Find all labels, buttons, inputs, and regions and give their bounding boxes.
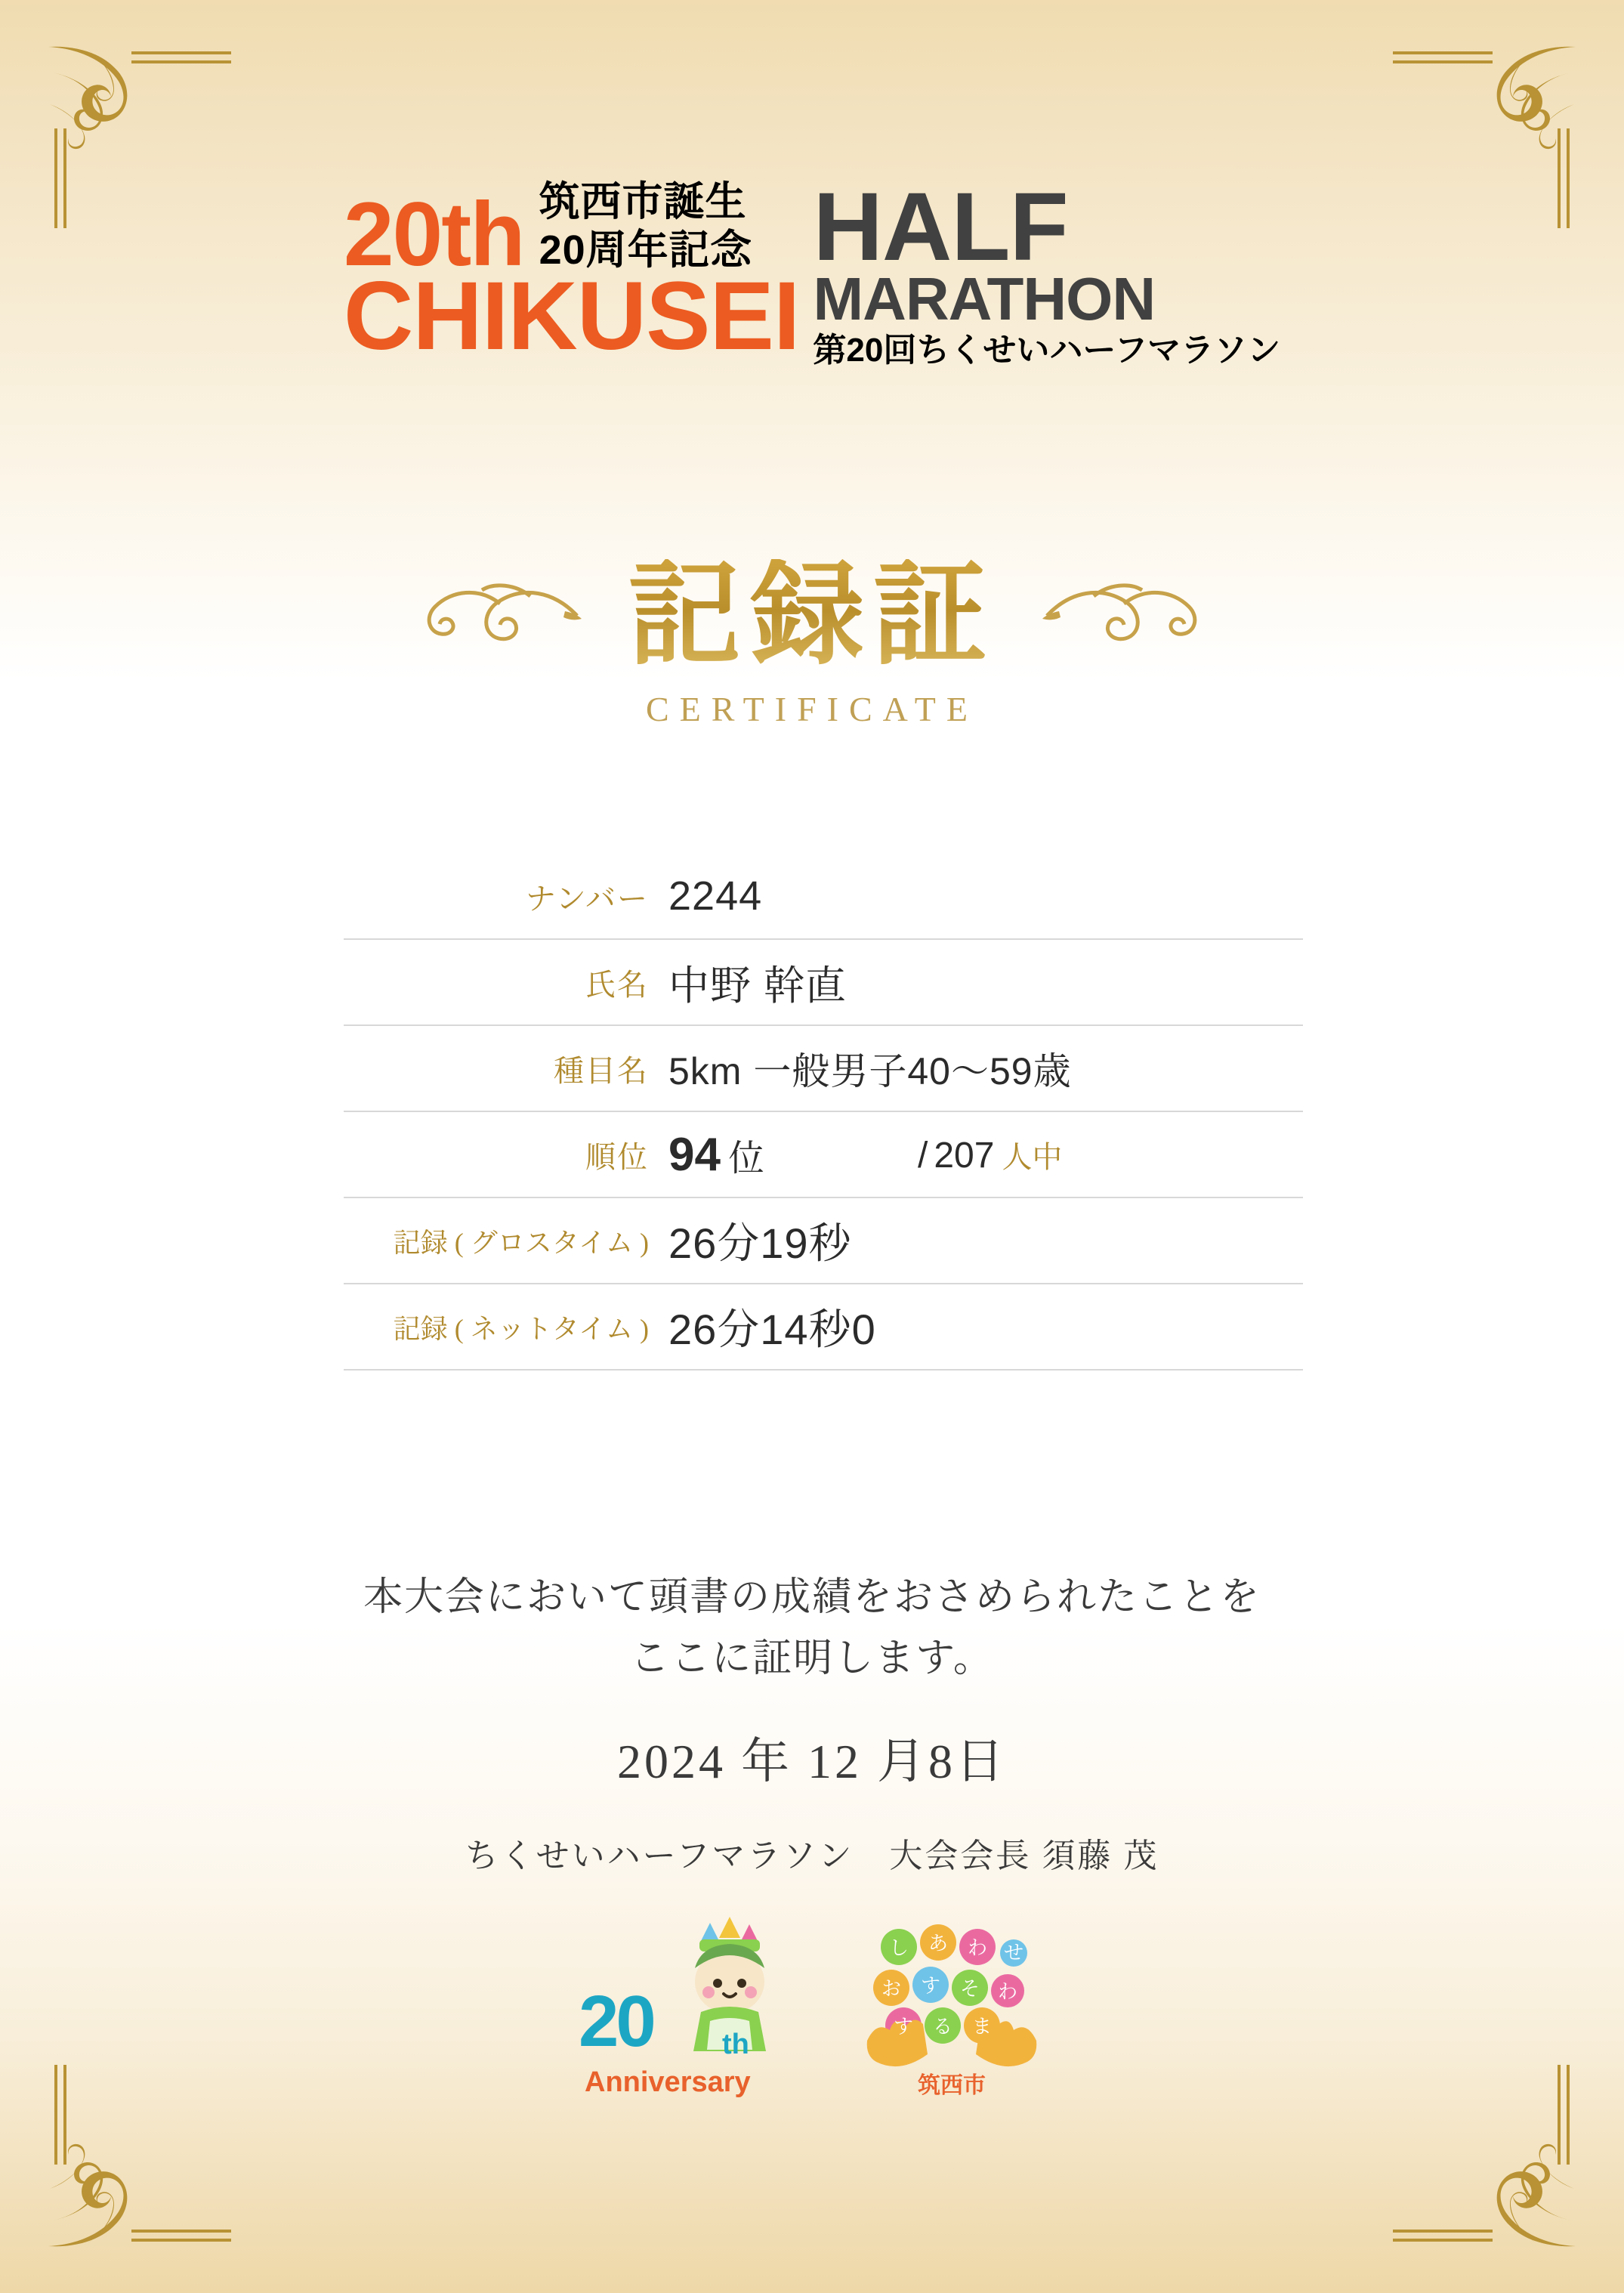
table-row-net-time — [344, 1284, 1303, 1371]
anniversary-word: Anniversary — [585, 2066, 751, 2098]
certificate-title-en: CERTIFICATE — [645, 690, 979, 728]
city-brand-logo — [854, 1915, 1050, 2104]
anniversary-number: 20 — [579, 1981, 653, 2062]
rank-total-unit: 人中 — [1002, 1139, 1063, 1174]
city-name-en: CHIKUSEI — [343, 261, 800, 370]
table-row-gross-time — [344, 1198, 1303, 1284]
event-header — [0, 173, 1624, 370]
svg-text:る: る — [932, 2015, 953, 2038]
label-name: 氏名 — [585, 967, 649, 1002]
label-number: ナンバー — [525, 881, 649, 916]
value-rank — [668, 1128, 918, 1182]
svg-text:あ: あ — [928, 1932, 949, 1955]
flourish-left-icon — [409, 570, 583, 661]
value-net-time: 26分14秒0 — [668, 1306, 876, 1353]
svg-text:せ: せ — [1003, 1941, 1024, 1964]
table-row-category — [344, 1026, 1303, 1112]
svg-text:わ: わ — [997, 1980, 1018, 2003]
event-logo-right — [813, 173, 1281, 369]
value-category: 5km 一般男子40〜59歳 — [668, 1050, 1072, 1092]
anniversary-ordinal: th — [722, 2029, 749, 2060]
marathon-text: MARATHON — [813, 264, 1156, 332]
certificate-title-jp: 記録証 — [628, 553, 996, 678]
value-rank-total — [918, 1133, 1062, 1176]
flourish-right-icon — [1041, 570, 1215, 661]
rank-separator: / — [918, 1135, 928, 1176]
svg-text:す: す — [920, 1974, 941, 1997]
svg-text:し: し — [888, 1936, 909, 1959]
city-name-jp: 筑西市 — [918, 2073, 986, 2098]
value-gross-time: 26分19秒 — [668, 1219, 852, 1267]
event-subtitle-jp: 第20回ちくせいハーフマラソン — [813, 331, 1281, 369]
half-text: HALF — [813, 173, 1068, 281]
table-row-name — [344, 940, 1303, 1026]
value-name: 中野 幹直 — [668, 963, 848, 1009]
svg-text:そ: そ — [959, 1977, 980, 2000]
table-row-rank — [344, 1112, 1303, 1198]
result-table — [344, 854, 1303, 1371]
certification-statement — [0, 1568, 1624, 1689]
label-gross-time: 記録 ( グロスタイム ) — [393, 1227, 649, 1258]
event-logo-left — [343, 179, 800, 370]
label-net-time: 記録 ( ネットタイム ) — [393, 1313, 649, 1344]
anniversary-jp-line1: 筑西市誕生 — [539, 179, 747, 224]
statement-line1: 本大会において頭書の成績をおさめられたことを — [363, 1576, 1261, 1619]
rank-number: 94 — [668, 1128, 721, 1181]
certificate-title-row — [409, 553, 1215, 678]
svg-text:お: お — [881, 1977, 902, 2000]
bottom-logo-row — [0, 1915, 1624, 2112]
certificate-date: 2024 年 12 月8日 — [617, 1735, 1007, 1788]
rank-total-number: 207 — [934, 1135, 995, 1176]
svg-text:わ: わ — [967, 1936, 988, 1959]
label-category: 種目名 — [554, 1053, 649, 1088]
event-logo — [343, 173, 1281, 370]
statement-line2: ここに証明します。 — [630, 1636, 994, 1680]
rank-unit: 位 — [727, 1138, 764, 1179]
svg-text:ま: ま — [971, 2015, 993, 2038]
svg-text:す: す — [893, 2015, 914, 2038]
value-number: 2244 — [668, 873, 763, 919]
certificate-title-block — [0, 553, 1624, 729]
anniversary-jp-line2: 20周年記念 — [539, 227, 752, 273]
table-row-number — [344, 854, 1303, 940]
edition-number: 20th — [343, 183, 524, 285]
anniversary-logo — [574, 1915, 793, 2112]
label-rank: 順位 — [585, 1139, 649, 1174]
certificate-signature: ちくせいハーフマラソン 大会会長 須藤 茂 — [465, 1837, 1159, 1874]
